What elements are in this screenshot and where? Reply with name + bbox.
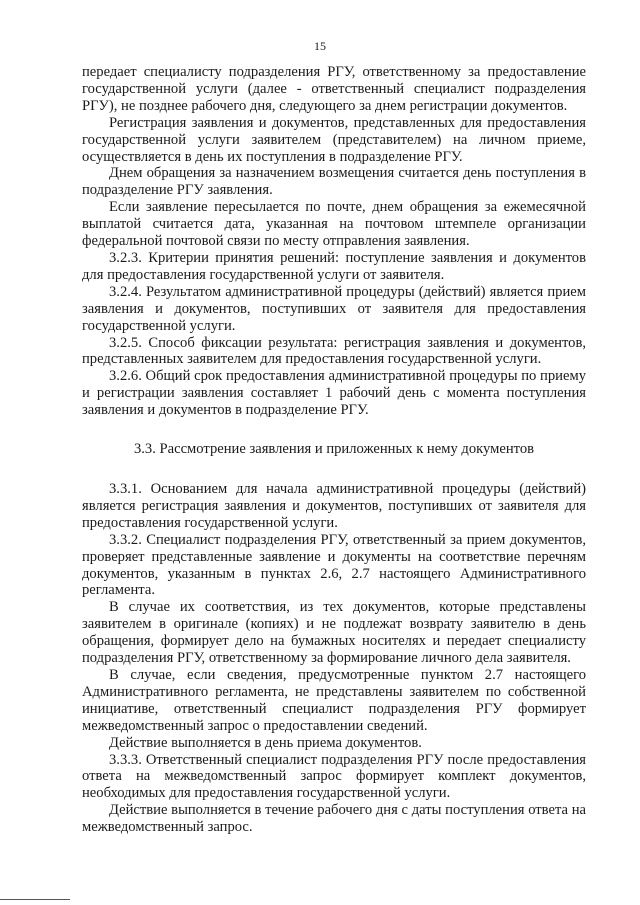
paragraph-3-3-2: 3.3.2. Специалист подразделения РГУ, ответственный за прием документов, проверяет представленные заявление и документы на соответствие перечням документов, указанным в пунктах 2.6, 2.7 настоящего Административного регламента. [82,531,586,599]
footer-rule [0,899,70,900]
paragraph: Действие выполняется в течение рабочего дня с даты поступления ответа на межведомственный запрос. [82,802,586,836]
page-body [82,64,586,836]
section-heading-3-3: 3.3. Рассмотрение заявления и приложенных к нему документов [133,441,535,458]
paragraph: Действие выполняется в день приема документов. [109,734,422,751]
paragraph-3-3-1: 3.3.1. Основанием для начала административной процедуры (действий) является регистрация заявления и документов, поступивших от заявителя для предоставления государственной услуги. [82,481,586,531]
paragraph: Днем обращения за назначением возмещения считается день поступления в подразделение РГУ заявления. [82,165,586,199]
paragraph-continuation: передает специалисту подразделения РГУ, ответственному за предоставление государственной услуги (далее - ответственный специалист подразделения РГУ), не позднее рабочего дня, следующего за днем регистрации документов. [82,64,586,114]
paragraph-3-3-3: 3.3.3. Ответственный специалист подразделения РГУ после предоставления ответа на межведомственный запрос формирует комплект документов, необходимых для предоставления государственной услуги. [82,751,586,802]
paragraph-3-2-4: 3.2.4. Результатом административной процедуры (действий) является прием заявления и документов, поступивших от заявителя для предоставления государственной услуги. [82,283,586,334]
paragraph-3-2-3: 3.2.3. Критерии принятия решений: поступление заявления и документов для предоставления государственной услуги от заявителя. [82,249,586,283]
paragraph: В случае, если сведения, предусмотренные пунктом 2.7 настоящего Административного регламента, не представлены заявителем по собственной инициативе, ответственный специалист подразделения РГУ формирует межведомственный запрос о предоставлении сведений. [82,667,586,734]
paragraph: Регистрация заявления и документов, представленных для предоставления государственной услуги заявителем (представителем) на личном приеме, осуществляется в день их поступления в подразделение РГУ. [82,114,586,165]
paragraph-3-2-6: 3.2.6. Общий срок предоставления административной процедуры по приему и регистрации заявления составляет 1 рабочий день с момента поступления заявления и документов в подразделение РГУ. [82,368,586,419]
paragraph: В случае их соответствия, из тех документов, которые представлены заявителем в оригинале (копиях) и не подлежат возврату заявителю в день обращения, формирует дело на бумажных носителях и передает специалисту подразделения РГУ, ответственному за формирование личного дела заявителя. [82,599,586,667]
paragraph: Если заявление пересылается по почте, днем обращения за ежемесячной выплатой считается дата, указанная на почтовом штемпеле организации федеральной почтовой связи по месту отправления заявления. [82,199,586,250]
page-number: 15 [314,39,326,53]
paragraph-3-2-5: 3.2.5. Способ фиксации результата: регистрация заявления и документов, представленных заявителем для предоставления государственной услуги. [82,334,586,368]
